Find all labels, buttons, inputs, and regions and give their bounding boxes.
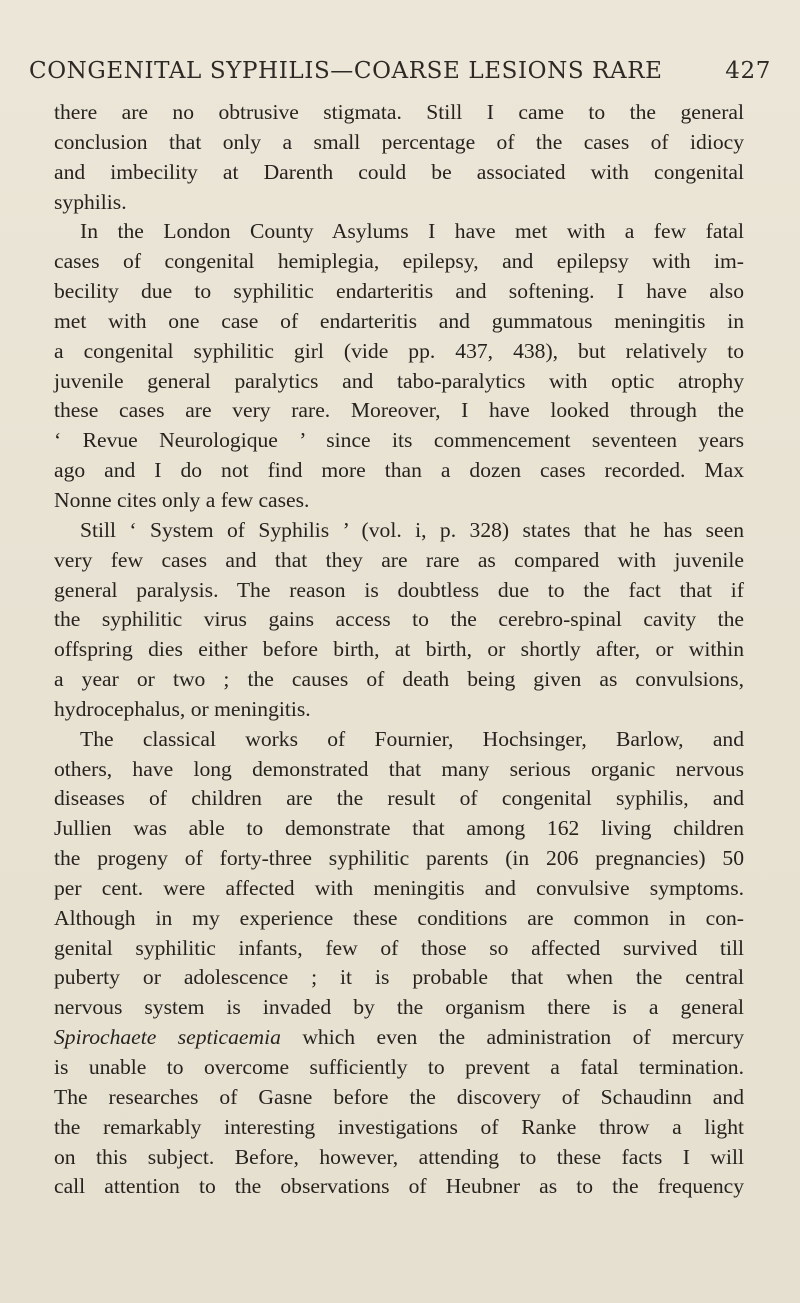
text-line: Although in my experience these conditions are common in con- [54, 905, 744, 930]
text-line: the progeny of forty-three syphilitic parents (in 206 pregnancies) 50 [54, 846, 744, 871]
text-line: conclusion that only a small percentage of the cases of idiocy [54, 129, 744, 154]
text-line: hydrocephalus, or meningitis. [54, 696, 311, 721]
text-line: the remarkably interesting investigations of Ranke throw a light [54, 1114, 744, 1139]
text-line: per cent. were affected with meningitis and convulsive symptoms. [54, 875, 744, 900]
text-line: nervous system is invaded by the organism there is a general [54, 995, 744, 1020]
text-line: offspring dies either before birth, at birth, or shortly after, or within [54, 637, 744, 662]
text-line: syphilis. [54, 189, 127, 214]
text-line: diseases of children are the result of congenital syphilis, and [54, 786, 744, 811]
text-line: a year or two ; the causes of death being given as convulsions, [54, 667, 744, 692]
text-line: puberty or adolescence ; it is probable that when the central [54, 965, 744, 990]
text-line: on this subject. Before, however, attending to these facts I will [54, 1144, 744, 1169]
text-line: ago and I do not find more than a dozen cases recorded. Max [54, 458, 744, 483]
page-number: 427 [725, 58, 771, 84]
body-text [54, 98, 744, 1202]
text-line: The researches of Gasne before the discovery of Schaudinn and [54, 1084, 744, 1109]
italic-term: Spirochaete septicaemia [54, 1025, 281, 1050]
text-line: is unable to overcome sufficiently to prevent a fatal termination. [54, 1055, 744, 1079]
text-line-mixed [54, 1023, 744, 1053]
running-title: CONGENITAL SYPHILIS—COARSE LESIONS RARE [29, 58, 663, 84]
text-line: The classical works of Fournier, Hochsinger, Barlow, and [80, 726, 744, 751]
text-line: In the London County Asylums I have met with a few fatal [80, 219, 744, 244]
running-header [29, 58, 771, 84]
text-line: these cases are very rare. Moreover, I have looked through the [54, 398, 744, 423]
text-line: Nonne cites only a few cases. [54, 487, 310, 512]
text-line: Still ‘ System of Syphilis ’ (vol. i, p. 328) states that he has seen [80, 517, 744, 542]
text-line: call attention to the observations of Heubner as to the frequency [54, 1174, 744, 1199]
text-line: becility due to syphilitic endarteritis and softening. I have also [54, 279, 744, 304]
text-line: juvenile general paralytics and tabo-paralytics with optic atrophy [54, 368, 744, 393]
text-line: very few cases and that they are rare as compared with juvenile [54, 547, 744, 572]
text-line: cases of congenital hemiplegia, epilepsy, and epilepsy with im- [54, 249, 744, 274]
text-line: met with one case of endarteritis and gummatous meningitis in [54, 308, 744, 333]
text-line: general paralysis. The reason is doubtless due to the fact that if [54, 577, 744, 602]
text-line: there are no obtrusive stigmata. Still I came to the general [54, 100, 744, 124]
text-fragment: which even the administration of mercury [280, 1025, 744, 1050]
text-line: the syphilitic virus gains access to the cerebro-spinal cavity the [54, 607, 744, 632]
text-line: genital syphilitic infants, few of those so affected survived till [54, 935, 744, 960]
text-line: ‘ Revue Neurologique ’ since its commencement seventeen years [54, 428, 744, 453]
text-line: a congenital syphilitic girl (vide pp. 437, 438), but relatively to [54, 338, 744, 363]
text-line: Jullien was able to demonstrate that among 162 living children [54, 816, 744, 841]
text-line: others, have long demonstrated that many serious organic nervous [54, 756, 744, 781]
text-line: and imbecility at Darenth could be associated with congenital [54, 159, 744, 184]
